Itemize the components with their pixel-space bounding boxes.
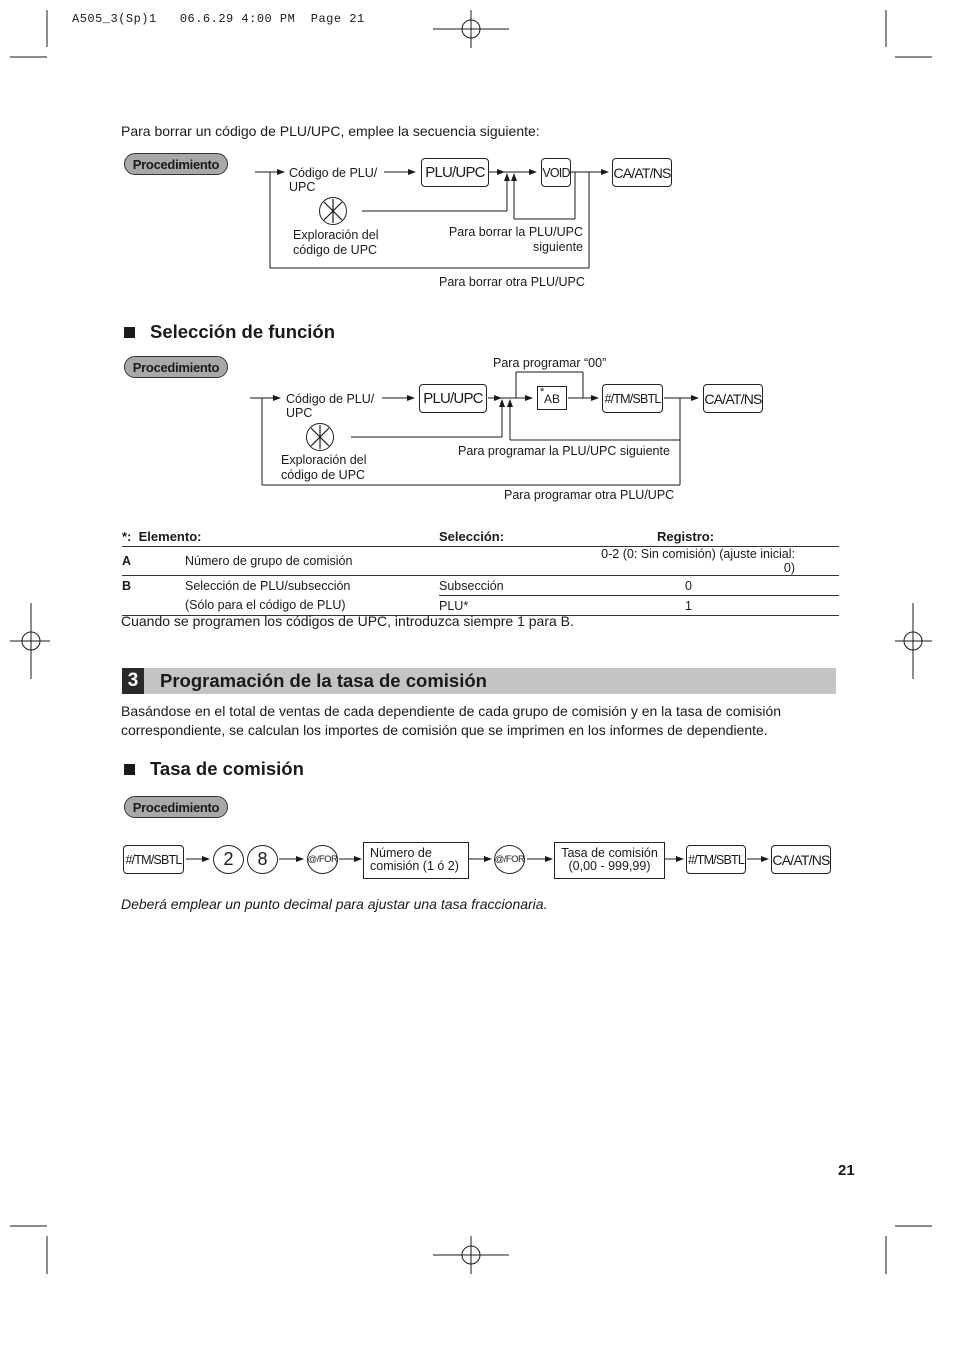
digit-2-key[interactable]: 2 [213,845,244,874]
next-plu-label: Para borrar la PLU/UPC siguiente [448,225,583,254]
section-number: 3 [122,668,144,694]
ab-entry-box [537,386,567,410]
print-header: A505_3(Sp)1 06.6.29 4:00 PM Page 21 [72,12,365,26]
ab-star: * [540,386,545,398]
intro-text: Para borrar un código de PLU/UPC, emplee la secuencia siguiente: [121,123,540,139]
digit-8-key[interactable]: 8 [247,845,278,874]
other-plu-label: Para programar otra PLU/UPC [504,488,675,502]
square-bullet-icon [124,327,135,338]
plu-code-label: Código de PLU/ UPC [289,166,378,194]
commission-number-box: Número de comisión (1 ó 2) [363,842,469,879]
section-title: Programación de la tasa de comisión [160,670,487,691]
tm-sbtl-key[interactable]: #/TM/SBTL [602,384,663,413]
procedure-badge: Procedimiento [124,356,228,378]
plu-upc-key[interactable]: PLU/UPC [421,158,489,187]
header-selection: Selección: [439,529,589,547]
row-letter: B [122,578,132,593]
program-00-label: Para programar “00” [493,356,607,370]
table-row [122,576,839,596]
ca-at-ns-key[interactable]: CA/AT/NS [771,845,831,874]
procedure-badge: Procedimiento [124,796,228,818]
row-item: (Sólo para el código de PLU) [185,598,346,613]
commission-rate-box: Tasa de comisión (0,00 - 999,99) [554,842,665,879]
void-key[interactable]: VOID [541,158,571,187]
header-register: Registro: [589,529,839,547]
decimal-note: Deberá emplear un punto decimal para ajustar una tasa fraccionaria. [121,896,548,912]
for-key[interactable]: @/FOR [307,845,338,874]
upc-note: Cuando se programen los códigos de UPC, introduzca siempre 1 para B. [121,613,574,629]
row-letter: A [122,554,132,568]
for-key[interactable]: @/FOR [494,845,525,874]
row-register: 0 [589,576,839,596]
section-title: Selección de función [150,321,336,342]
scanner-icon [319,197,347,225]
section-title: Tasa de comisión [150,758,304,779]
ca-at-ns-key[interactable]: CA/AT/NS [703,384,763,413]
square-bullet-icon [124,764,135,775]
table-header [122,529,839,547]
table-row [122,547,839,576]
ab-text: AB [544,392,561,406]
section-heading-function [124,321,335,343]
section-3-banner [122,668,836,694]
row-item: Número de grupo de comisión [185,554,353,568]
next-plu-label: Para programar la PLU/UPC siguiente [458,444,670,458]
tm-sbtl-key[interactable]: #/TM/SBTL [123,845,184,874]
section-heading-rate [124,758,304,780]
other-plu-label: Para borrar otra PLU/UPC [439,275,585,289]
row-selection: Subsección [439,576,589,596]
row-item: Selección de PLU/subsección [185,578,351,593]
scanner-icon [306,423,334,451]
row-register: 1 [685,598,692,613]
procedure-badge: Procedimiento [124,153,228,175]
page-number: 21 [838,1162,855,1179]
plu-upc-key[interactable]: PLU/UPC [419,384,487,413]
star-label: *: [122,529,132,544]
plu-code-label: Código de PLU/ UPC [286,392,375,420]
ca-at-ns-key[interactable]: CA/AT/NS [612,158,672,187]
section-3-text: Basándose en el total de ventas de cada dependiente de cada grupo de comisión y en la tasa de comisión correspondiente, se calculan los importes de comisión que se imprimen en los informes de dependiente. [121,703,782,738]
row-selection: PLU* [439,598,469,613]
row-selection [439,547,589,576]
header-item: Elemento: [138,529,202,544]
scan-label: Exploración del código de UPC [281,453,367,482]
function-table [122,529,839,616]
scan-label: Exploración del código de UPC [293,228,379,257]
row-register: 0-2 (0: Sin comisión) (ajuste inicial: 0) [601,547,795,575]
tm-sbtl-key[interactable]: #/TM/SBTL [686,845,746,874]
